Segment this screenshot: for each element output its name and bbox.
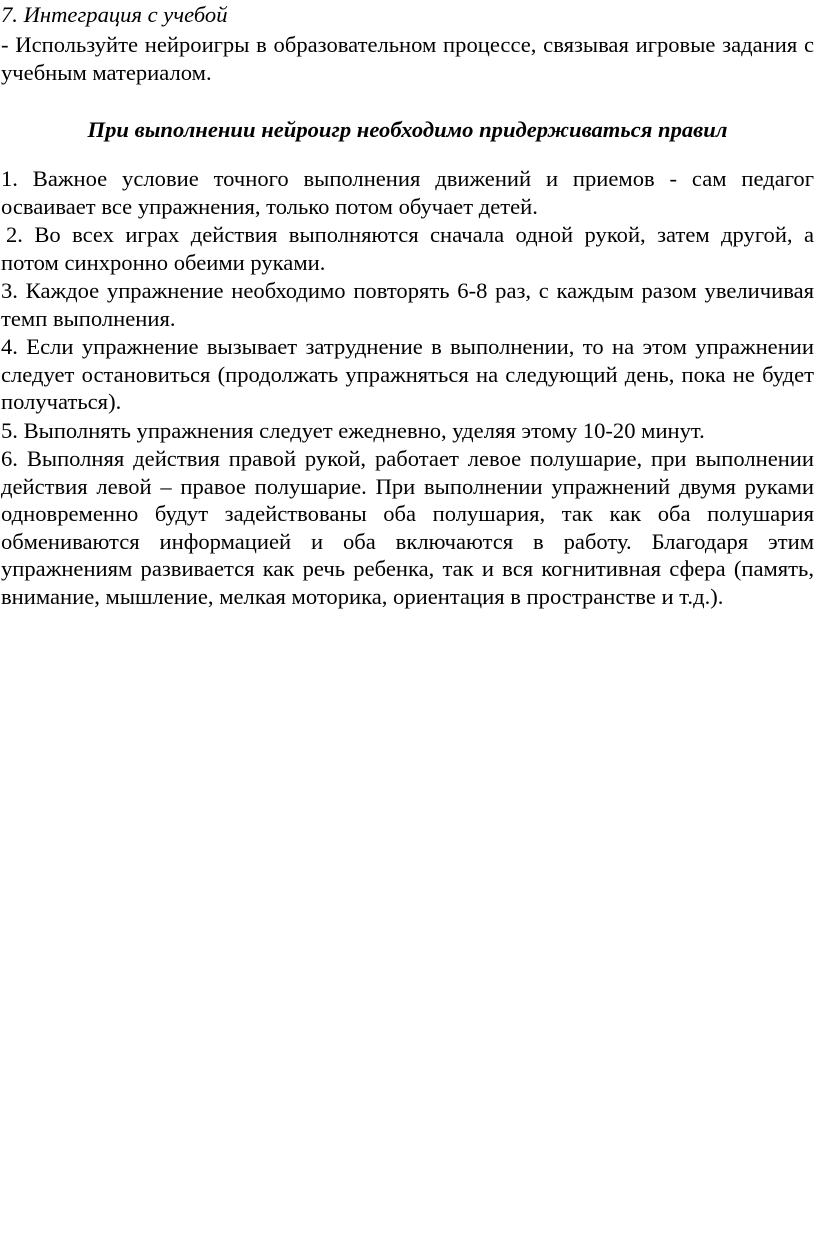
rule-item-3: 3. Каждое упражнение необходимо повторять 6-8 раз, с каждым разом увеличивая темп выполнения. (1, 278, 814, 331)
rule-item-2: 2. Во всех играх действия выполняются сначала одной рукой, затем другой, а потом синхронно обеими руками. (1, 222, 814, 275)
rule-item-6: 6. Выполняя действия правой рукой, работает левое полушарие, при выполнении действия левой – правое полушарие. При выполнении упражнений двумя руками одновременно будут задействованы оба полушария, так как оба полушария обмениваются информацией и оба включаются в работу. Благодаря этим упражнениям развивается как речь ребенка, так и вся когнитивная сфера (память, внимание, мышление, мелкая моторика, ориентация в пространстве и т.д.). (1, 446, 814, 609)
rules-title: При выполнении нейроигр необходимо придерживаться правил (87, 117, 728, 142)
rule-item-5: 5. Выполнять упражнения следует ежедневно, уделяя этому 10-20 минут. (1, 418, 705, 443)
rule-item-4: 4. Если упражнение вызывает затруднение в выполнении, то на этом упражнении следует остановиться (продолжать упражняться на следующий день, пока не будет получаться). (1, 334, 814, 415)
rule-item-1: 1. Важное условие точного выполнения движений и приемов - сам педагог осваивает все упражнения, только потом обучает детей. (1, 166, 814, 219)
section-heading: 7. Интеграция с учебой (1, 2, 228, 27)
section-text: - Используйте нейроигры в образовательном процессе, связывая игровые задания с учебным материалом. (1, 32, 814, 85)
